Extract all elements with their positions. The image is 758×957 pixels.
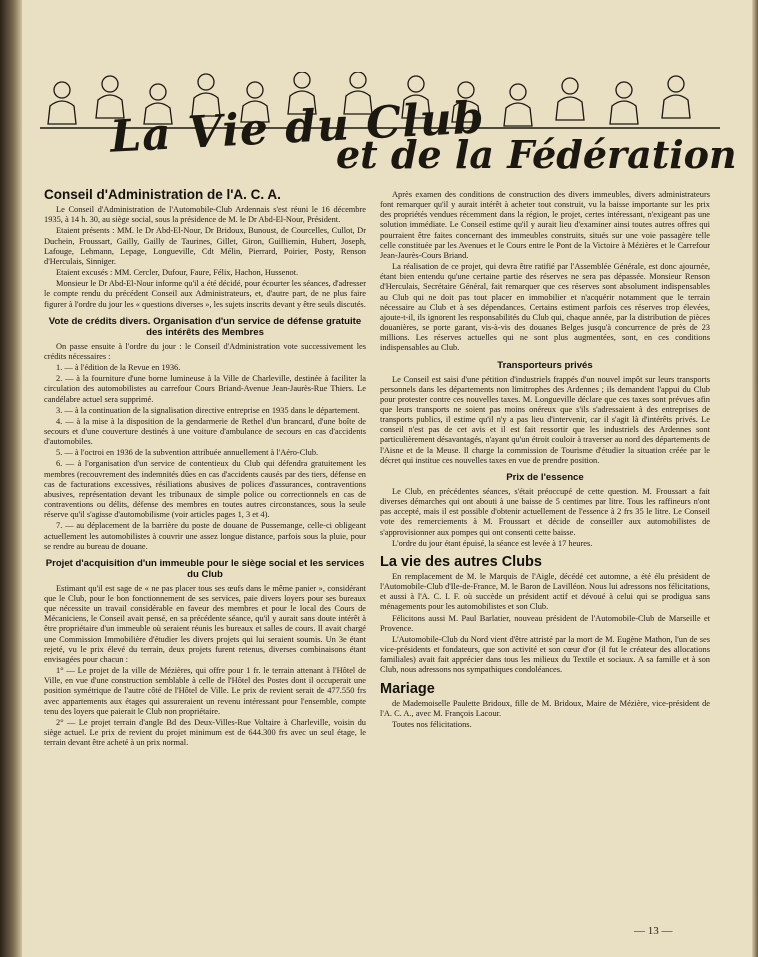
subheading-essence: Prix de l'essence — [506, 471, 584, 483]
page-number: — 13 — — [634, 925, 673, 937]
paragraph: 2. — à la fourniture d'une borne lumineuse à la Ville de Charleville, destinée à faciliter la circulation des automobilistes au carrefour Cours Briand-Avenue Jean-Jaurès-Rue Thiers. Le candélabre actuel sera supprimé. — [44, 374, 366, 404]
paragraph: Estimant qu'il est sage de « ne pas placer tous ses œufs dans le même panier », considérant que le Club, pour le bon fonctionnement de ses services, paie divers loyers pour ses bureaux que nécessite un travail considérable en faveur des membres et pour le local des Cours de Mécaniciens, le Conseil avait pensé, en sa précédente séance, qu'il y aurait sans doute intérêt à être propriétaire d'un immeuble où seraient réunis les bureaux et salles de cours. Il avait chargé une Commission Immobilière d'étudier les divers projets qui lui seraient soumis. Un 3e étant rejeté, vu le prix élevé du terrain, deux projets furent retenus, diverses combinaisons étant envisagées pour chacun : — [44, 583, 366, 664]
subheading-credits: Vote de crédits divers. Organisation d'un service de défense gratuite des intérêts des Membres — [48, 315, 362, 338]
header-title-line1: La Vie du Club — [108, 92, 486, 163]
paragraph: 7. — au déplacement de la barrière du poste de douane de Pussemange, celle-ci obligeant actuellement les automobilistes à couvrir une assez longue distance, parfois sous la pluie, pour se rendre au bureau de douane. — [44, 521, 366, 551]
page-edge — [752, 0, 758, 957]
paragraph: L'Automobile-Club du Nord vient d'être attristé par la mort de M. Eugène Mathon, l'un de ses vice-présidents et fondateurs, que son activité et son cœur d'or (il fut le créateur des allocations familiales) avait fait apprécier dans tous les milieux du Textile et sociaux. A sa famille et à son Club, nous adressons nos sympathiques condoléances. — [380, 634, 710, 675]
paragraph: Félicitons aussi M. Paul Barlatier, nouveau président de l'Automobile-Club de Marseille et Provence. — [380, 613, 710, 633]
paragraph: Le Conseil d'Administration de l'Automobile-Club Ardennais s'est réuni le 16 décembre 1935, à 14 h. 30, au siège social, sous la présidence de M. le Dr Abd-El-Nour, Président. — [44, 205, 366, 225]
subheading-immeuble: Projet d'acquisition d'un immeuble pour le siège social et les services du Club — [45, 557, 365, 580]
paragraph: L'ordre du jour étant épuisé, la séance est levée à 17 heures. — [392, 538, 593, 548]
paragraph: 1° — Le projet de la ville de Mézières, qui offre pour 1 fr. le terrain attenant à l'Hôtel de Ville, en vue d'une construction semblable à celle de l'Hôtel des Postes dont il occuperait une position symétrique de l'autre côté de l'Hôtel de Ville. Le prix de revient serait de 477.550 frs avec appartements aux étages qui assureraient un revenu intéressant pour l'ensemble, compte tenu des loyers que paierait le Club non propriétaire. — [44, 666, 366, 716]
subheading-transporteurs: Transporteurs privés — [497, 359, 593, 371]
paragraph: 2° — Le projet terrain d'angle Bd des Deux-Villes-Rue Voltaire à Charleville, voisin du siège actuel. Le prix de revient du projet minimum est de 644.300 frs avec un seul étage, le terrain devant être acheté à un prix normal. — [44, 717, 366, 748]
paragraph: 1. — à l'édition de la Revue en 1936. — [56, 363, 181, 373]
header-illustration — [40, 72, 737, 184]
paragraph: En remplacement de M. le Marquis de l'Aigle, décédé cet automne, a été élu président de l'Automobile-Club d'Ile-de-France, M. le Baron de Lavilléon. Nous lui adressons nos félicitations, et aussi à l'A. C. I. F. où succède un président actif et dévoué à celui qui se prodigua sans ménagements pour les automobilistes et son Club. — [380, 572, 710, 612]
paragraph: Etaient présents : MM. le Dr Abd-El-Nour, Dr Bridoux, Bunoust, de Courcelles, Cullot, Dr Duchein, Froussart, Gailly, Gailly de Taurines, Gillet, Giron, Guilliemin, Hubert, Joseph, Lafouge, Lehmann, Lepage, Longueville, Cdt Mélin, Pierrard, Poirier, Posty, Renson d'Herculais, Sinniger. — [44, 226, 366, 266]
paragraph: 6. — à l'organisation d'un service de contentieux du Club qui défendra gratuitement les membres (recouvrement des indemnités dûes en cas d'accidents causés par des tiers, défense en cas de facturations excessives, résiliations abusives de polices d'assurances, contraventions abusives, représentation devant les tribunaux de simple police ou correctionnels en cas de contraventions ou délits, défense des membres en toutes autres circonstances, sous la seule réserve qu'il s'agisse d'automobilisme (voir articles pages 1, 3 et 4). — [44, 459, 366, 520]
header-title-line2: et de la Fédération — [336, 132, 737, 177]
paragraph: de Mademoiselle Paulette Bridoux, fille de M. Bridoux, Maire de Mézière, vice-président de l'A. C. A., avec M. François Lacour. — [380, 698, 710, 718]
paragraph: Le Conseil est saisi d'une pétition d'industriels frappés d'un nouvel impôt sur leurs transports personnels dans les départements non limitrophes des Ardennes ; ils demandent l'appui du Club pour protester contre ces nouvelles taxes. M. Longueville déclare que ces taxes sont prévues afin que leurs transports ne soient pas moins onéreux que s'ils s'adressaient à des entreprises de transports publics, il estime qu'il n'y a pas lieu d'intervenir, car il s'agit là d'intérêts privés. Le conseil n'est pas de cet avis et il est fait ressortir que les industriels des Ardennes sont particulièrement désavantagés, n'ayant qu'un étroit couloir à traverser au nord des départements de l'Aisne et de la Meuse. Il charge la commission de Tourisme d'étudier la situation créée par le décret qui institue ces nouvelles taxes en vue de prendre position. — [380, 374, 710, 465]
paragraph: Après examen des conditions de construction des divers immeubles, divers administrateurs font remarquer qu'il y aurait intérêt à acheter tout construit, vu la baisse importante sur les prix des propriétés vendues récemment dans la région, le projet, certes intéressant, n'exigeant pas une solution immédiate. Le Conseil estime qu'il y aurait lieu d'examiner ainsi toutes autres offres qui pourraient être faites concernant des immeubles construits, situés sur une voie passagère telle celle constituée par les Avenues et le Cours entre le Pont de la Victoire à Mézières et le Carrefour Jean-Jaurès-Cours Briand. — [380, 190, 710, 260]
section-heading-autres-clubs: La vie des autres Clubs — [380, 553, 542, 570]
paragraph: Monsieur le Dr Abd-El-Nour informe qu'il a été décidé, pour écourter les séances, d'adresser le compte rendu du précédent Conseil aux Administrateurs, et, d'autre part, de ne plus faire figurer à l'ordre du jour les « questions diverses », les sujets inscrits devant y être seuls discutés. — [44, 279, 366, 309]
paragraph: Le Club, en précédentes séances, s'était préoccupé de cette question. M. Froussart a fait diverses démarches qui ont abouti à une baisse de 5 centimes par litre. Tous les raffineurs n'ont pas accepté, mais il est possible d'obtenir actuellement de l'essence à 2 frs 35 le litre. Le Conseil vote des remerciements à M. Froussart et décide de conseiller aux automobilistes de s'approvisionner aux pompes qui ont consenti cette baisse. — [380, 486, 710, 537]
paragraph: La réalisation de ce projet, qui devra être ratifié par l'Assemblée Générale, est donc ajournée, étant bien entendu qu'une certaine partie des réserves ne sera pas dépassée. Monsieur Renson d'Herculais, Secrétaire Général, fait remarquer que ces réserves sont absolument indispensables au Club qui ne doit pas tout placer en immobilier et n'acquérir notamment que le terrain nécessaire au Club et à ses dépendances. Certains estiment parfois ces réserves trop élevées, ajoute-t-il, ils ignorent les responsabilités du Club qui, chaque année, par la distribution de pièces douanières, se porte garant, vis-à-vis des douanes Belges jusqu'à concurrence de près de 23 millions. Les réserves actuelles qui ne sont plus augmentées, sont, en ces conditions indispensables au Club. — [380, 262, 710, 353]
paragraph: Toutes nos félicitations. — [392, 720, 472, 730]
paragraph: 4. — à la mise à la disposition de la gendarmerie de Rethel d'un brancard, d'une boîte de secours et d'une couverture destinés à une voiture d'ambulance de secours en cas d'accidents d'automobiles. — [44, 416, 366, 447]
book-spine — [0, 0, 22, 957]
right-column — [380, 190, 710, 731]
paragraph: 3. — à la continuation de la signalisation directive entreprise en 1935 dans le département. — [56, 405, 360, 415]
section-heading-conseil: Conseil d'Administration de l'A. C. A. — [44, 187, 281, 202]
section-heading-mariage: Mariage — [380, 680, 435, 697]
paragraph: On passe ensuite à l'ordre du jour : le Conseil d'Administration vote successivement les crédits nécessaires : — [44, 341, 366, 361]
paragraph: 5. — à l'octroi en 1936 de la subvention attribuée annuellement à l'Aéro-Club. — [56, 448, 319, 458]
left-column — [44, 187, 366, 749]
paragraph: Etaient excusés : MM. Cercler, Dufour, Faure, Félix, Hachon, Hussenot. — [56, 268, 299, 278]
